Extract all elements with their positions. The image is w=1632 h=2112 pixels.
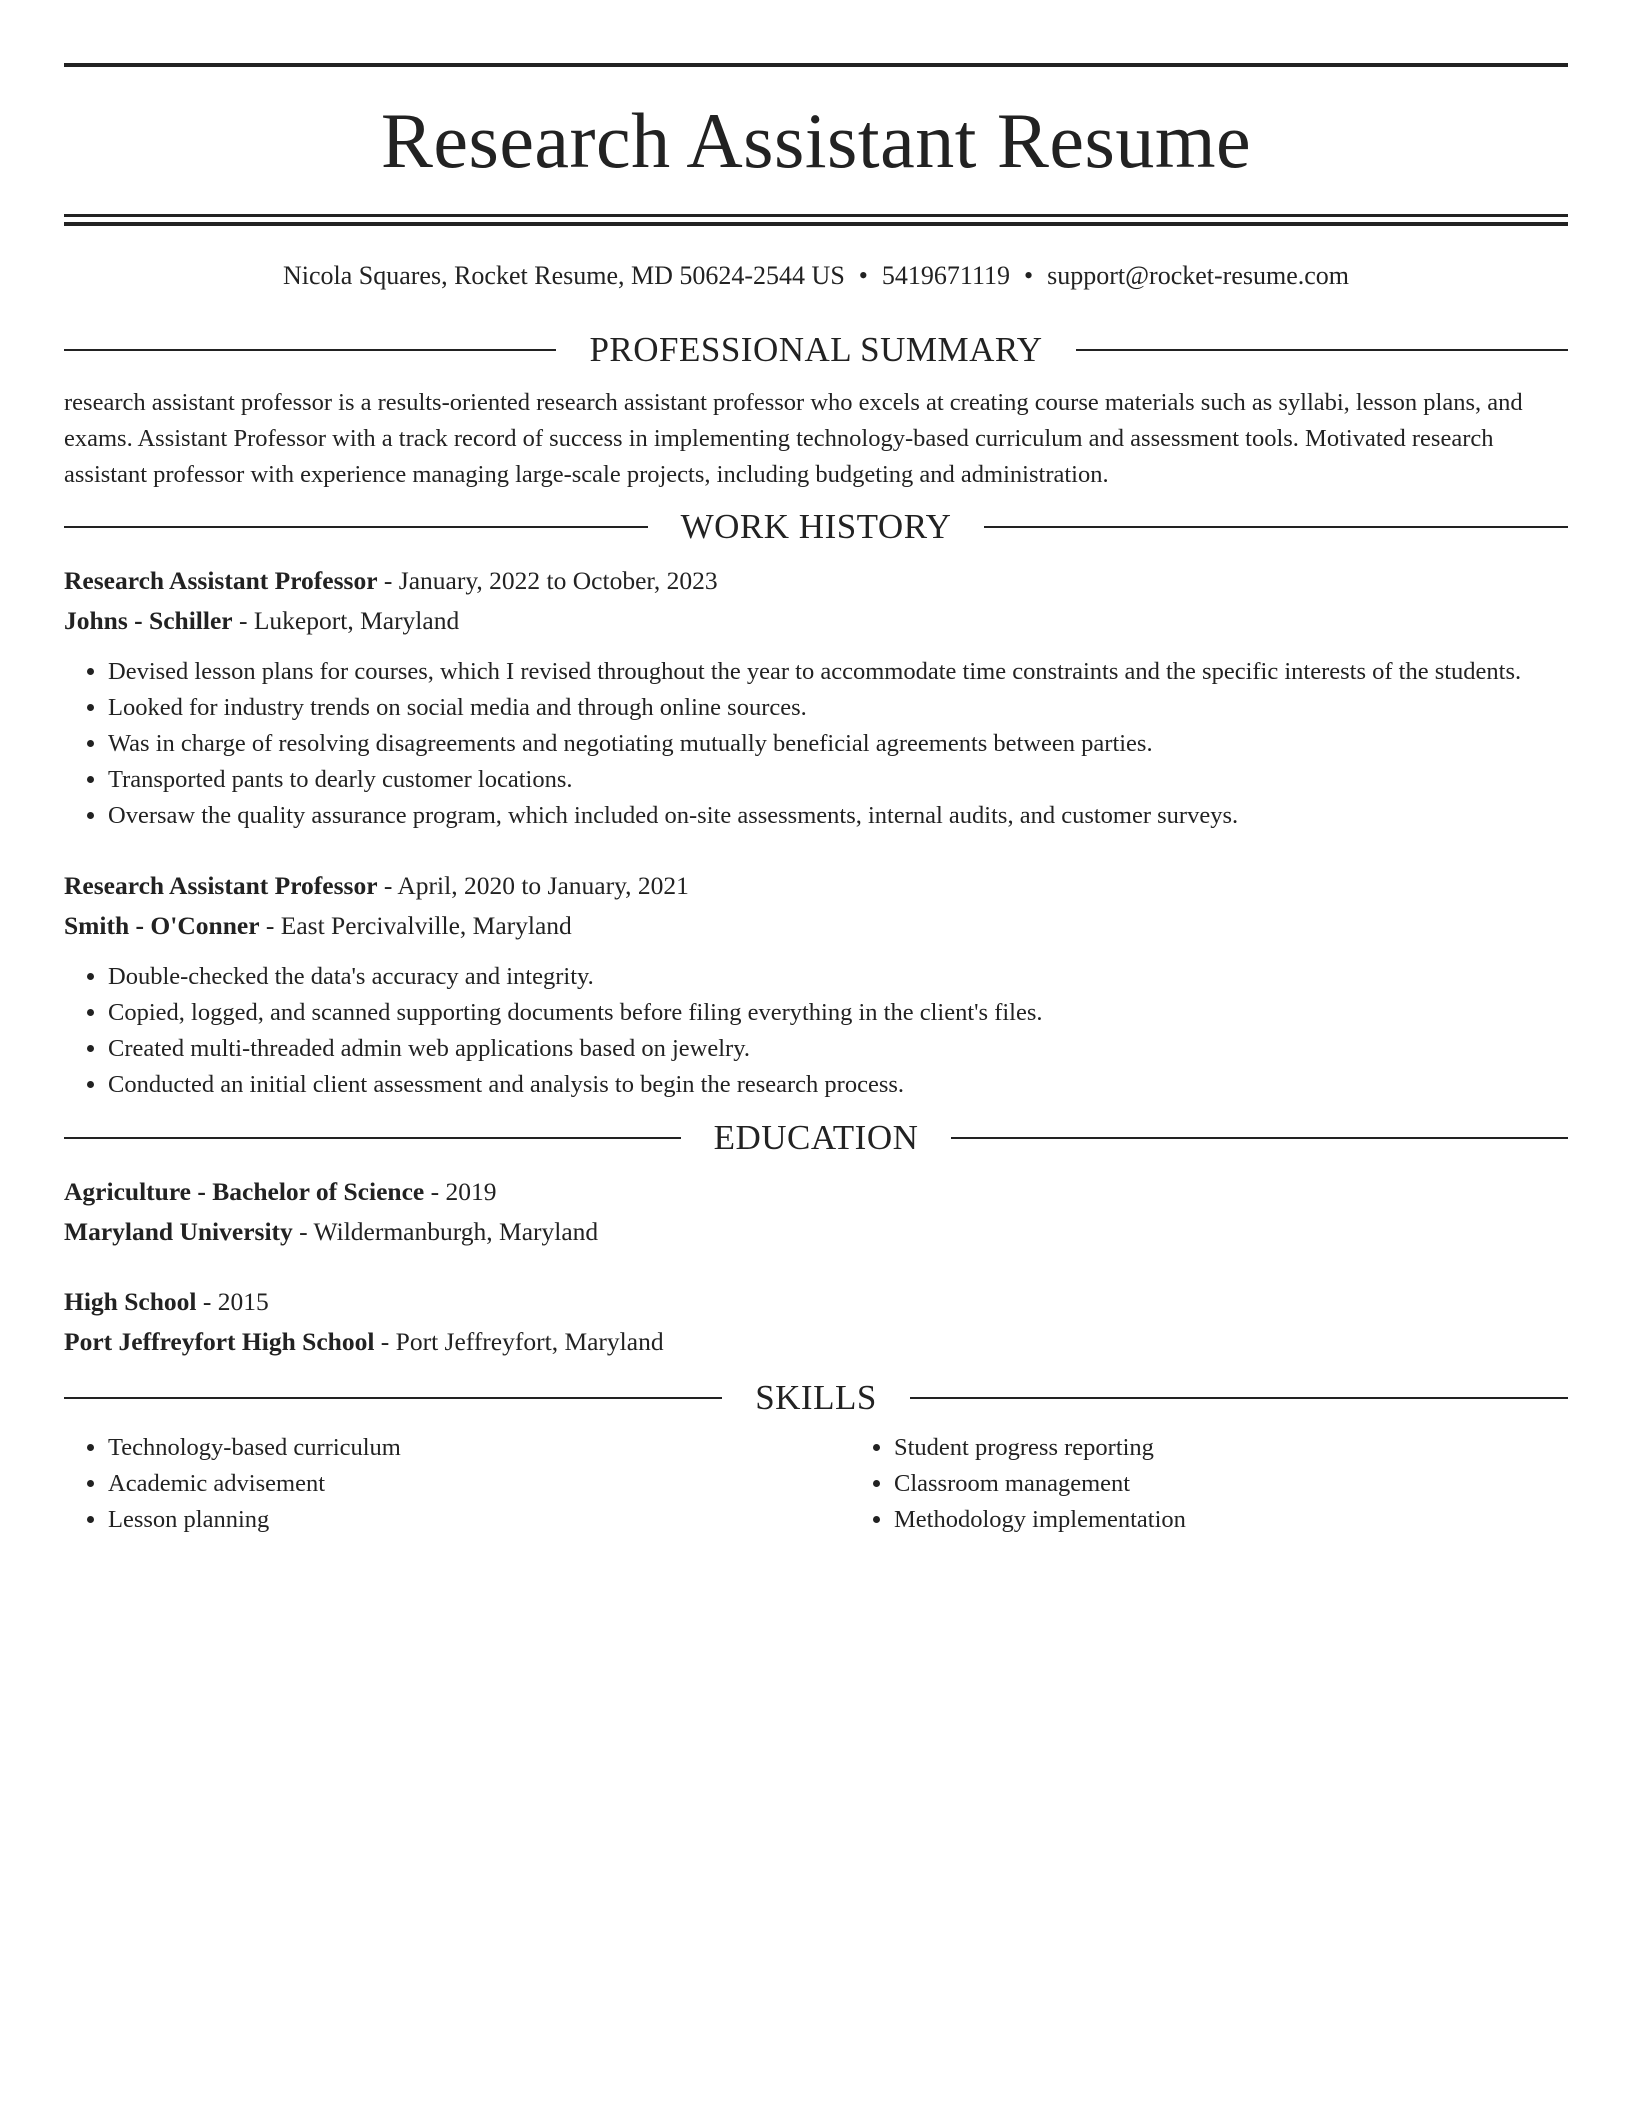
education-location: - Port Jeffreyfort, Maryland [374,1327,664,1356]
skill-item: • Technology-based curriculum [108,1430,850,1466]
job-location: - East Percivalville, Maryland [259,911,572,940]
heading-rule [984,526,1568,528]
job-entry [64,561,1568,834]
list-item: • Created multi-threaded admin web applications based on jewelry. [108,1031,1568,1067]
section-heading-label: EDUCATION [713,1118,919,1157]
list-item: • Was in charge of resolving disagreements and negotiating mutually beneficial agreements between parties. [108,726,1568,762]
job-company-line [64,906,1568,946]
skill-item: • Methodology implementation [894,1502,1568,1538]
education-school: Maryland University [64,1217,293,1246]
heading-rule [64,526,648,528]
heading-rule [1076,349,1568,351]
education-degree-line [64,1172,1568,1212]
education-location: - Wildermanburgh, Maryland [292,1217,599,1246]
job-dates: - April, 2020 to January, 2021 [377,871,689,900]
education-degree: Agriculture - Bachelor of Science [64,1177,425,1206]
job-title-line [64,866,1568,906]
heading-rule [951,1137,1568,1139]
education-year: - 2015 [196,1287,269,1316]
education-entry [64,1282,1568,1362]
section-heading-education [64,1116,1568,1160]
skill-item: • Lesson planning [108,1502,850,1538]
job-company-line [64,601,1568,641]
contact-phone: 5419671119 [881,261,1010,290]
job-bullets [64,959,1568,1103]
skill-item: • Academic advisement [108,1466,850,1502]
list-item: • Conducted an initial client assessment and analysis to begin the research process. [108,1067,1568,1103]
job-dates: - January, 2022 to October, 2023 [377,566,718,595]
education-year: - 2019 [424,1177,497,1206]
skills-grid [64,1430,1568,1538]
section-heading-work-history [64,505,1568,549]
job-title: Research Assistant Professor [64,566,378,595]
resume-title: Research Assistant Resume [380,97,1252,184]
job-company: Smith - O'Conner [64,911,260,940]
job-location: - Lukeport, Maryland [232,606,460,635]
skill-item: • Student progress reporting [894,1430,1568,1466]
job-entry [64,866,1568,1103]
list-item: • Oversaw the quality assurance program, which included on-site assessments, internal audits, and customer surveys. [108,798,1568,834]
heading-rule [64,1137,681,1139]
title-double-rule [64,214,1568,226]
section-heading-label: WORK HISTORY [680,507,952,546]
contact-email: support@rocket-resume.com [1047,261,1350,290]
education-school-line [64,1322,1568,1362]
job-title-line [64,561,1568,601]
education-school-line [64,1212,1568,1252]
list-item: • Looked for industry trends on social media and through online sources. [108,690,1568,726]
list-item: • Devised lesson plans for courses, which I revised throughout the year to accommodate time constraints and the specific interests of the students. [108,654,1568,690]
skills-list-left [64,1430,850,1538]
education-entry [64,1172,1568,1252]
education-degree: High School [64,1287,197,1316]
skill-item: • Classroom management [894,1466,1568,1502]
top-rule [64,63,1568,67]
skills-list-right [850,1430,1568,1538]
contact-line [64,260,1568,292]
contact-separator: • [1023,261,1034,290]
heading-rule [64,1397,722,1399]
contact-address: Nicola Squares, Rocket Resume, MD 50624-2544 US [282,261,845,290]
heading-rule [910,1397,1568,1399]
list-item: • Double-checked the data's accuracy and integrity. [108,959,1568,995]
heading-rule [64,349,556,351]
list-item: • Copied, logged, and scanned supporting documents before filing everything in the client's files. [108,995,1568,1031]
education-degree-line [64,1282,1568,1322]
job-title: Research Assistant Professor [64,871,378,900]
list-item: • Transported pants to dearly customer locations. [108,762,1568,798]
section-heading-label: PROFESSIONAL SUMMARY [589,330,1043,369]
job-company: Johns - Schiller [64,606,233,635]
education-school: Port Jeffreyfort High School [64,1327,375,1356]
section-heading-skills [64,1376,1568,1420]
section-heading-label: SKILLS [755,1378,877,1417]
section-heading-summary [64,328,1568,372]
summary-text: research assistant professor is a results-oriented research assistant professor who excels at creating course materials such as syllabi, lesson plans, and exams. Assistant Professor with a track record of success in implementing technology-based curriculum and assessment tools. Motivated research assistant professor with experience managing large-scale projects, including budgeting and administration. [64,389,1523,488]
job-bullets [64,654,1568,834]
contact-separator: • [858,261,868,290]
